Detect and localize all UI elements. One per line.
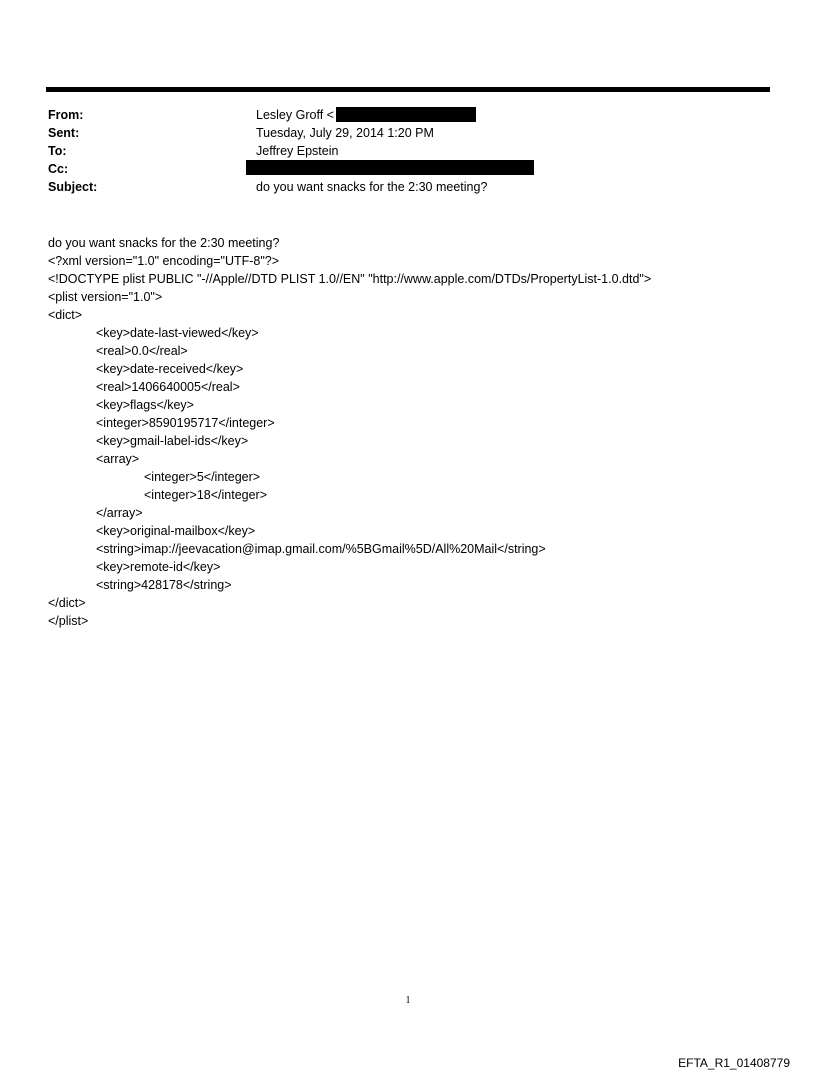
redaction-block	[246, 160, 534, 175]
page-number: 1	[405, 995, 411, 1006]
body-line: <integer>5</integer>	[144, 470, 261, 484]
to-value: Jeffrey Epstein	[256, 144, 339, 158]
cc-label: Cc:	[48, 162, 69, 176]
body-line: <array>	[96, 452, 140, 466]
to-label: To:	[48, 144, 67, 158]
body-line: <key>remote-id</key>	[96, 560, 221, 574]
from-row	[48, 106, 768, 124]
body-line: <dict>	[48, 308, 83, 322]
body-line: <plist version="1.0">	[48, 290, 163, 304]
from-value	[256, 106, 476, 124]
body-line: </dict>	[48, 596, 86, 610]
subject-row	[48, 178, 768, 196]
to-row	[48, 142, 768, 160]
from-label: From:	[48, 108, 84, 122]
subject-value: do you want snacks for the 2:30 meeting?	[256, 180, 488, 194]
body-line: do you want snacks for the 2:30 meeting?	[48, 236, 280, 250]
body-line: <key>date-received</key>	[96, 362, 244, 376]
sent-label: Sent:	[48, 126, 80, 140]
email-body	[48, 234, 788, 630]
body-line: <string>428178</string>	[96, 578, 232, 592]
redaction-block	[336, 107, 476, 122]
email-header	[48, 106, 768, 196]
body-line: <key>gmail-label-ids</key>	[96, 434, 249, 448]
body-line: <integer>18</integer>	[144, 488, 268, 502]
body-line: <integer>8590195717</integer>	[96, 416, 275, 430]
sent-row	[48, 124, 768, 142]
body-line: <key>date-last-viewed</key>	[96, 326, 259, 340]
body-line: <key>flags</key>	[96, 398, 194, 412]
body-line: </array>	[96, 506, 143, 520]
document-id: EFTA_R1_01408779	[678, 1056, 790, 1070]
body-line: </plist>	[48, 614, 89, 628]
sent-value: Tuesday, July 29, 2014 1:20 PM	[256, 126, 434, 140]
body-line: <real>0.0</real>	[96, 344, 188, 358]
body-line: <real>1406640005</real>	[96, 380, 240, 394]
subject-label: Subject:	[48, 180, 98, 194]
header-divider	[46, 87, 770, 92]
body-line: <!DOCTYPE plist PUBLIC "-//Apple//DTD PLIST 1.0//EN" "http://www.apple.com/DTDs/PropertyList-1.0.dtd">	[48, 272, 652, 286]
body-line: <key>original-mailbox</key>	[96, 524, 256, 538]
body-line: <string>imap://jeevacation@imap.gmail.com/%5BGmail%5D/All%20Mail</string>	[96, 542, 546, 556]
body-line: <?xml version="1.0" encoding="UTF-8"?>	[48, 254, 280, 268]
from-sender: Lesley Groff <	[256, 108, 334, 122]
